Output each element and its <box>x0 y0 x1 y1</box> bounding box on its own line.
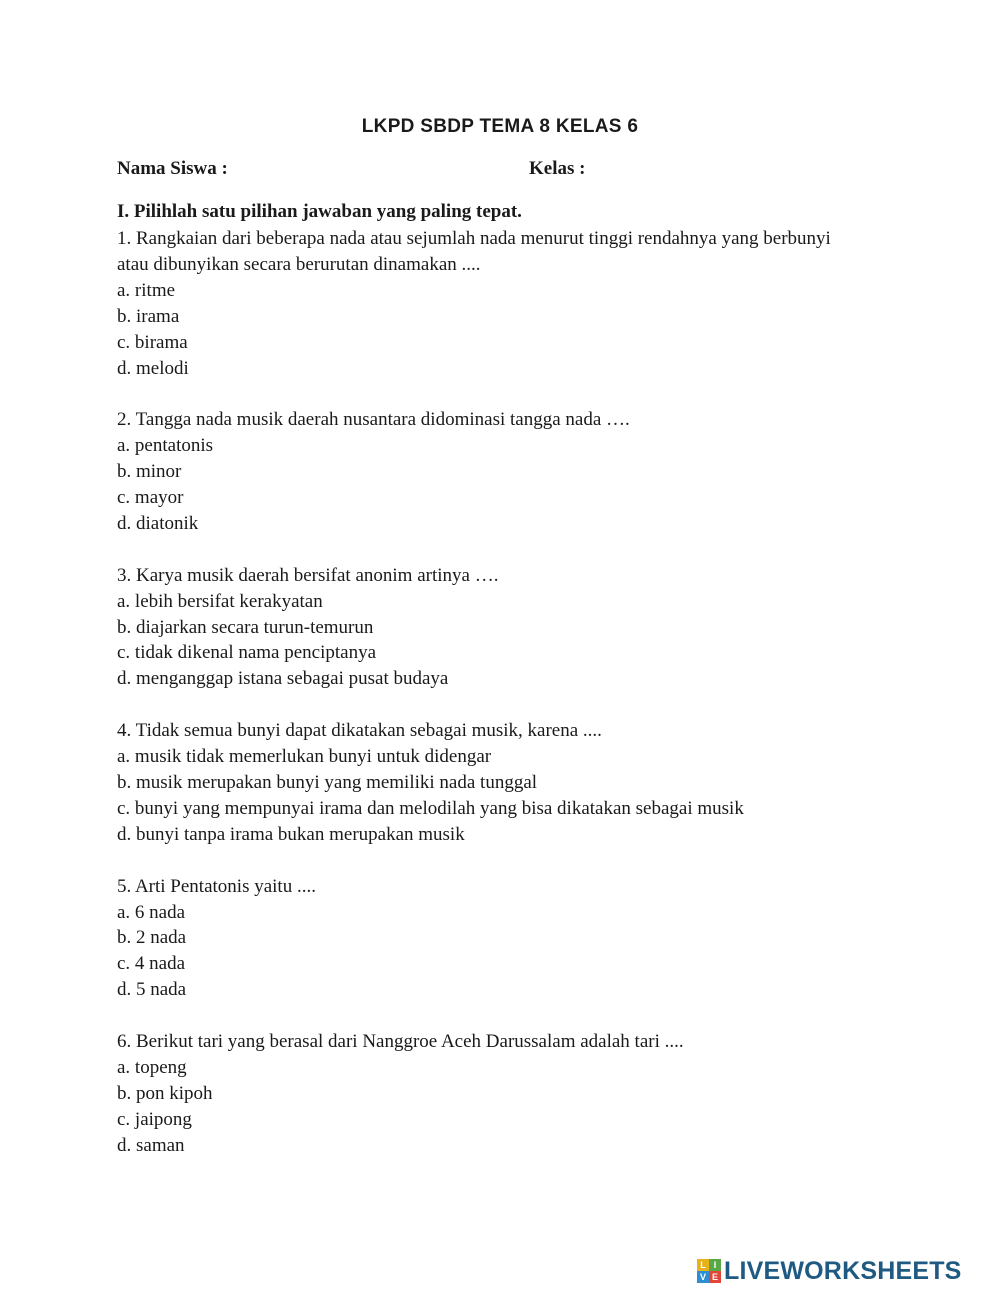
liveworksheets-logo-icon <box>697 1259 721 1283</box>
answer-option[interactable]: b. pon kipoh <box>117 1082 213 1104</box>
answer-option[interactable]: c. jaipong <box>117 1108 192 1130</box>
answer-option[interactable]: a. 6 nada <box>117 901 186 923</box>
answer-option[interactable]: c. tidak dikenal nama penciptanya <box>117 642 377 664</box>
answer-option[interactable]: d. diatonik <box>117 512 199 534</box>
question-text: 4. Tidak semua bunyi dapat dikatakan sebagai musik, karena .... <box>117 720 602 742</box>
question-text: 2. Tangga nada musik daerah nusantara didominasi tangga nada …. <box>117 409 630 431</box>
answer-option[interactable]: a. ritme <box>117 279 176 301</box>
answer-option[interactable]: b. 2 nada <box>117 927 187 949</box>
answer-option[interactable]: d. bunyi tanpa irama bukan merupakan musik <box>117 823 465 845</box>
answer-option[interactable]: c. 4 nada <box>117 953 186 975</box>
question-6 <box>117 1029 877 1159</box>
question-1 <box>117 226 877 381</box>
question-text: 1. Rangkaian dari beberapa nada atau sejumlah nada menurut tinggi rendahnya yang berbunyi <box>117 228 831 249</box>
student-name-label: Nama Siswa : <box>117 158 228 179</box>
answer-option[interactable]: a. musik tidak memerlukan bunyi untuk didengar <box>117 746 492 768</box>
question-list <box>117 226 877 1184</box>
answer-option[interactable]: d. saman <box>117 1134 185 1156</box>
answer-option[interactable]: a. pentatonis <box>117 435 214 457</box>
answer-option[interactable]: d. 5 nada <box>117 979 187 1001</box>
logo-tile: E <box>709 1271 721 1283</box>
logo-tile: I <box>709 1259 721 1271</box>
answer-option[interactable]: d. melodi <box>117 357 189 379</box>
answer-option[interactable]: b. minor <box>117 461 182 483</box>
worksheet-title: LKPD SBDP TEMA 8 KELAS 6 <box>361 116 639 137</box>
question-text: 3. Karya musik daerah bersifat anonim artinya …. <box>117 564 499 586</box>
answer-option[interactable]: c. bunyi yang mempunyai irama dan melodilah yang bisa dikatakan sebagai musik <box>117 797 744 819</box>
answer-option[interactable]: b. diajarkan secara turun-temurun <box>117 616 374 638</box>
question-text: 5. Arti Pentatonis yaitu .... <box>117 875 316 897</box>
question-2 <box>117 407 877 537</box>
class-label: Kelas : <box>529 158 586 179</box>
answer-option[interactable]: a. lebih bersifat kerakyatan <box>117 590 323 612</box>
liveworksheets-watermark <box>697 1254 962 1288</box>
question-5 <box>117 874 877 1004</box>
answer-option[interactable]: c. mayor <box>117 487 184 509</box>
question-4 <box>117 718 877 848</box>
answer-option[interactable]: a. topeng <box>117 1056 187 1078</box>
answer-option[interactable]: b. irama <box>117 305 180 327</box>
section-instruction: I. Pilihlah satu pilihan jawaban yang paling tepat. <box>117 201 522 222</box>
watermark-text: LIVEWORKSHEETS <box>724 1256 962 1285</box>
logo-tile: L <box>697 1259 709 1271</box>
answer-option[interactable]: b. musik merupakan bunyi yang memiliki nada tunggal <box>117 771 538 793</box>
question-text: 6. Berikut tari yang berasal dari Nanggroe Aceh Darussalam adalah tari .... <box>117 1031 684 1053</box>
question-text: atau dibunyikan secara berurutan dinamakan .... <box>117 253 481 275</box>
logo-tile: V <box>697 1271 709 1283</box>
answer-option[interactable]: c. birama <box>117 331 188 353</box>
answer-option[interactable]: d. menganggap istana sebagai pusat budaya <box>117 668 449 690</box>
question-3 <box>117 563 877 693</box>
